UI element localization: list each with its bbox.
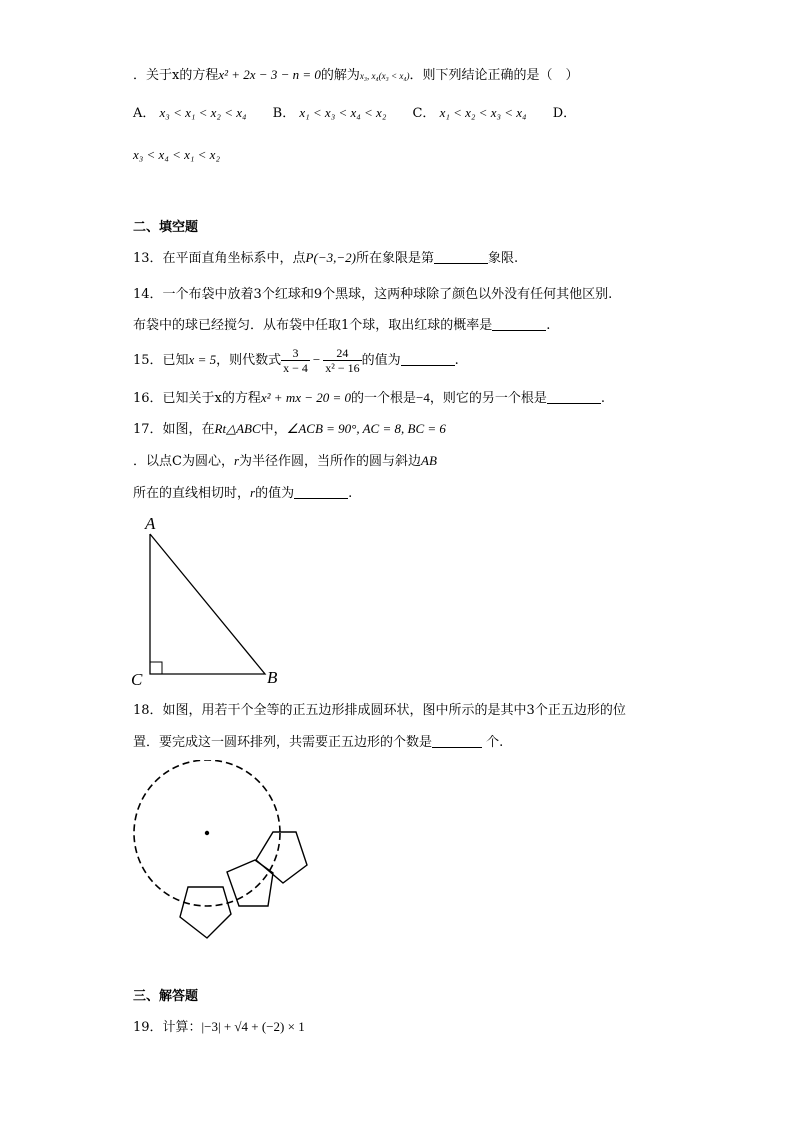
q13: 13．在平面直角坐标系中，点P(−3,−2)所在象限是第 象限. xyxy=(133,250,519,266)
q19: 19．计算：|−3| + √4 + (−2) × 1 xyxy=(133,1019,305,1035)
option-c: C． x₁ < x₂ < x₃ < x₄ xyxy=(412,105,527,121)
pentagon-1 xyxy=(256,832,307,883)
q15: 15．已知x = 5，则代数式 $\frac{3}{x - 4}$ − $\frac{24}{\text{x² − 16}}$ 的值为 . xyxy=(133,346,459,375)
pentagon-2 xyxy=(227,860,273,906)
option-b: B． x₁ < x₃ < x₄ < x₂ xyxy=(272,105,387,121)
section-3-heading: 三、解答题 xyxy=(133,989,199,1004)
triangle-outline xyxy=(150,534,265,674)
q12-roots: x₃, x₄(x₃ < x₄) xyxy=(359,71,410,81)
circle-center-dot xyxy=(205,831,209,835)
answer-blank xyxy=(547,391,601,404)
q16: 16．已知关于x的方程x² + mx − 20 = 0的一个根是−4，则它的另一个根是 . xyxy=(133,390,606,406)
q19-expression: |−3| + √4 + (−2) × 1 xyxy=(201,1019,305,1034)
pentagon-ring-figure xyxy=(125,760,325,950)
right-angle-mark xyxy=(150,662,162,674)
answer-blank xyxy=(294,486,348,499)
answer-blank xyxy=(434,251,488,264)
q12-equation: x² + 2x − 3 − n = 0 xyxy=(218,67,321,82)
triangle-figure xyxy=(125,510,295,690)
q18-line1: 18．如图，用若干个全等的正五边形排成圆环状，图中所示的是其中3个正五边形的位 xyxy=(133,703,626,718)
option-d: x₃ < x₄ < x₁ < x₂ xyxy=(133,147,220,162)
answer-blank xyxy=(432,735,482,748)
option-d-label: D． xyxy=(552,106,577,121)
vertex-label-b: B xyxy=(267,668,278,687)
q17-line3: 所在的直线相切时，r的值为 . xyxy=(133,485,353,501)
section-2-heading: 二、填空题 xyxy=(133,220,199,235)
vertex-label-c: C xyxy=(131,670,143,689)
answer-blank xyxy=(492,318,546,331)
answer-blank xyxy=(401,353,455,366)
vertex-label-a: A xyxy=(145,514,156,533)
q18-line2: 置．要完成这一圆环排列，共需要正五边形的个数是 个. xyxy=(133,735,504,750)
q13-point: P(−3,−2) xyxy=(305,250,356,265)
q12-stem: ．关于x的方程x² + 2x − 3 − n = 0的解为x₃, x₄(x₃ < x₄)．则下列结论正确的是（ ） xyxy=(133,67,579,83)
fraction-1: $\frac{3}{x - 4}$ xyxy=(283,346,308,375)
q14-line1: 14．一个布袋中放着3个红球和9个黑球，这两种球除了颜色以外没有任何其他区别. xyxy=(133,287,613,302)
q17-line2: ．以点C为圆心，r为半径作圆，当所作的圆与斜边AB xyxy=(133,453,437,469)
option-a: A． x₃ < x₁ < x₂ < x₄ xyxy=(133,105,247,121)
q14-line2: 布袋中的球已经搅匀．从布袋中任取1个球，取出红球的概率是 . xyxy=(133,318,551,333)
q17-line1: 17．如图，在Rt△ABC中，∠ACB = 90°, AC = 8, BC = 6 xyxy=(133,421,446,437)
fraction-2: $\frac{24}{\text{x² − 16}}$ xyxy=(325,346,360,375)
triangle-abc xyxy=(150,534,265,674)
pentagon-3 xyxy=(180,887,231,938)
q12-options xyxy=(133,104,576,123)
